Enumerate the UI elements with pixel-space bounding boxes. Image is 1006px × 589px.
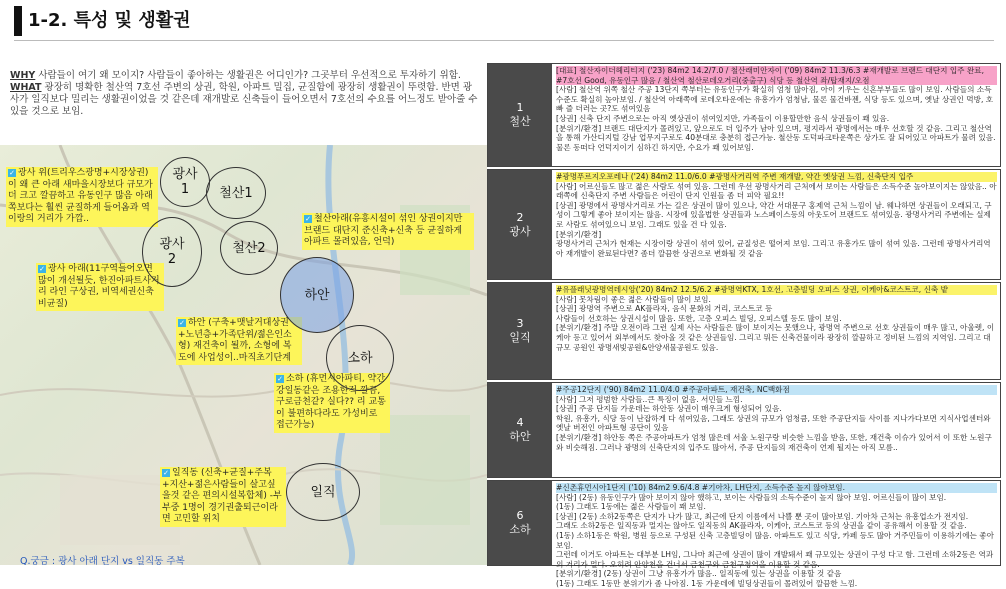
row-content: [대표] 철산자이더헤리티지 ('23) 84m2 14.2/7.0 / 철산래미안자이 ('09) 84m2 11.3/6.3 #재개발로 브랜드 대단지 입주 완료, #7호선 Good, 유동인구 많음 / 철산역 철산로데오거리(중출구) 식당 등 철산역 좌/탑재지/오점 [사람] 철산역 위쪽 철산 주공 13단지 쪽부터는 유동인구가 확실히 엄청 많아짐, 아이 키우는 신혼부부들도 많이 보임. 사람들의 소득수준도 확실히 높아보임. / 철산역 아래쪽에 로데오타운에는 유흥가가 엄청남, 물론 물건바젠, 식당 등도 있으며, 옛날 상권인 먹방, 호빠 즐 더러는 곳?도 섞여있음 [상권] 신축 단지 주변으로는 아직 옛상권이 섞여있지만, 가족들이 이용할만한 음식 상권들이 꽤 있음. [분위기/환경] 브랜드 대단지가 몰려있고, 앞으로도 더 입주가 남아 있으며, 평지라서 광명에서는 매우 선호할 것 같음. 그리고 철산역을 통해 가산디지털 강남 업무지구로도 40분대로 충분히 접근가능. 철산동 도덕파크타운쪽은 상가도 잘 되어있고 아파트가 물려 있음. 물론 동떠다 언덕지이기 심하긴 하지만, 수요가 꽤 있어보임. bbox=[556, 66, 996, 152]
intro-text bbox=[10, 70, 480, 118]
why-text: 사람들이 여기 왜 모이지? 사람들이 좋아하는 생활권은 어디인가? 그곳부터 우선적으로 투자하기 위함. bbox=[35, 70, 461, 81]
check-icon: ✓ bbox=[163, 468, 169, 477]
why-line bbox=[10, 70, 480, 82]
note-iljik: ✓ 일직동 (신축+균질+주복+지산+젊은사람들이 살고싶을것 같은 편의시설복합체) -부부중 1명이 경기권출퇴근이라면 고민할 위치 bbox=[160, 467, 286, 527]
title-marker bbox=[14, 6, 22, 36]
circle-soha: 소하 bbox=[326, 325, 394, 391]
row-header: [대표] 철산자이더헤리티지 ('23) 84m2 14.2/7.0 / 철산래미안자이 ('09) 84m2 11.3/6.3 #재개발로 브랜드 대단지 입주 완료, #7호선 Good, 유동인구 많음 / 철산역 철산로데오거리(중출구) 식당 등 철산역 좌/탑재지/오점 bbox=[556, 66, 997, 85]
table-row bbox=[487, 63, 1001, 167]
row-content: #유플래닛광명역데시앙('20) 84m2 12.5/6.2 #광명역KTX, 1호선, 고층빌딩 오피스 상권, 이케아&코스트코, 신축 밭 [사람] 못차림이 좋은 젊은 사람들이 많이 보임. [상권] 광명역 주변으로 AK플라자, 음식 문화의 거리, 코스트코 등 사람들이 선호하는 상권시설이 많음. 또한, 고층 오피스 빌딩, 오피스텔 등도 많이 보임. [분위기/환경] 주말 오전이라 그런 실제 사는 사람들은 많이 보이지는 못했으나, 광명역 주변으로 선호 상권들이 매우 많고, 아울렛, 이케아 등고 있어서 외부에서도 찾아올 것 같은 상권들임. 그리고 뭐든 신축건물이라 광장히 깔끔하고 정비된 느낌의 지역임. 그리고 대규모 공원인 광명새빛공원&안양새물공원도 있음. bbox=[556, 285, 997, 352]
row-label: 1 철산 bbox=[488, 64, 552, 166]
circle-iljik: 일직 bbox=[286, 463, 360, 521]
row-header: #유플래닛광명역데시앙('20) 84m2 12.5/6.2 #광명역KTX, 1호선, 고층빌딩 오피스 상권, 이케아&코스트코, 신축 밭 bbox=[556, 285, 997, 295]
check-icon: ✓ bbox=[305, 214, 311, 223]
circle-gwangsa1: 광사 1 bbox=[160, 157, 210, 207]
row-header: #주공12단지 ('90) 84m2 11.0/4.0 #주공아파트, 재건축, NC백화점 bbox=[556, 385, 997, 395]
row-label: 3 일직 bbox=[488, 283, 552, 379]
area-map bbox=[0, 145, 487, 565]
check-icon: ✓ bbox=[39, 264, 45, 273]
circle-cheolsan1: 철산1 bbox=[206, 167, 266, 219]
table-row bbox=[487, 382, 1001, 478]
row-header: #광명푸르지오포레나 ('24) 84m2 11.0/6.0 #광명사거리역 주변 재개발, 약간 옛상권 느낌, 신축단지 입주 bbox=[556, 172, 997, 182]
row-label: 2 광사 bbox=[488, 170, 552, 279]
row-content: #광명푸르지오포레나 ('24) 84m2 11.0/6.0 #광명사거리역 주변 재개발, 약간 옛상권 느낌, 신축단지 입주 [사람] 어르신들도 많고 젊은 사람도 섞여 있음. 그런데 우선 광명사거리 근처에서 보이는 사람들은 소득수준 높아보이지는 않았음.. 아래쪽에 신축단지 주변 사람들은 어린이 단지 인원들 좀 더 피악 필요!! [상권] 광명에서 광명사거리로 가는 길은 상권이 많이 있으나, 약간 서대문구 홍제역 근처 느낌이 남. 웨나하면 상권들이 오래되고, 구성이 그렇게 좋아 보이지는 않음. 시장에 있을법한 상권들과 노스페이스등의 아웃도어 브랜드도 섞여있음. 광명사거리 주변에는 실제로 사람도 섞여있으니 보임. 그래도 있을 건 다 있음. [분위기/환경] 광명사거리 근처가 현재는 시장이랑 상권이 섞여 있어, 균질성은 떨어져 보임. 그리고 유흥가도 많이 섞여 있음. 그런데 광명사거리역 아 재개발이 완료된다면? 좀더 깔끔한 상권으로 변화될 것 같음 bbox=[556, 172, 997, 258]
note-gwangsa-upper: ✓ 광사 위(트리우스광명+시장상권)이 왜 큰 아래 새마을시장보다 규모가 더 크고 깔끔하고 유동인구 많음 아래쪽보다는 훨씬 균질하게 들어옴과 역이랑의 거리가 가깝.. bbox=[6, 167, 158, 227]
row-label: 6 소하 bbox=[488, 481, 552, 565]
what-text: 광장히 명확한 철산역 7호선 주변의 상권, 학원, 아파트 밀집, 균질함에 광장히 생활권이 뚜렷함. 반면 광사가 일직보다 밀리는 생활권이었을 것 같은데 재개발로 신축들이 들어오면서 7호선의 수요를 어느정도 받아줄 수 있을 것으로 보임. bbox=[10, 82, 478, 117]
circle-cheolsan2: 철산2 bbox=[220, 221, 278, 275]
note-soha: ✓ 소하 (휴먼시아파티, 약간 강일동같은 조용한적 깔끔, 구로금천같? 실다?? 리 교통이 불편하다라도 가성비로 접근가능) bbox=[274, 373, 390, 433]
page-title: 1-2. 특성 및 생활권 bbox=[28, 10, 191, 31]
what-line bbox=[10, 82, 480, 118]
row-content: #신촌휴먼시아1단지 ('10) 84m2 9.6/4.8 #기아차, LH단지, 소득수준 높지 않아보임. [사람] (2동) 유동인구가 많아 보이지 않아 했하고, 보이는 사람들의 소득수준이 높지 않아 보임. 어르신들이 많이 보임. (1동) 그래도 1동에는 젊은 사람들이 꽤 보임. [상권] (2동) 소하2동쪽은 단지가 나가 많고, 최근에 단지 이름에서 나쁠 뿐 곳이 많아보임. 기아차 근처는 유흥업소가 전지임. 그래도 소하2동은 일직동과 멀지는 않아도 일직동의 AK플라자, 이케아, 코스트코 등의 상권을 같이 공유해서 이용할 것 같음. (1동) 소하1동은 학원, 병원 등으로 구성된 신축 고층빌딩이 많음. 아파트도 있고 식당, 카페 등도 많아 거주민들이 이용하기에는 좋아보임. 그런데 이거도 아파트는 대부분 LH임, 그나마 최근에 상권이 많이 개발돼서 꽤 규모있는 상권이 구성 다고 함. 그런데 소하2동은 역과의 거리가 멀다. 오히려 안양천을 건너서 금천구와 금천구청역을 이용할 것 같음. [분위기/환경] (2동) 상권이 그냥 유흥가가 많음.. 일직동에 있는 상권을 이용할 것 같음 (1동) 그래도 1동만 분위기가 좀 나아짐. 1동 가운데에 빌딩상권들이 몰려있어 깔끔한 느낌. bbox=[556, 483, 997, 589]
title-divider bbox=[14, 40, 994, 41]
table-row bbox=[487, 282, 1001, 380]
check-icon: ✓ bbox=[277, 374, 283, 383]
why-keyword: WHY bbox=[10, 70, 36, 81]
row-content: #주공12단지 ('90) 84m2 11.0/4.0 #주공아파트, 재건축, NC백화점 [사람] 그저 평범한 사람들..큰 특징이 없음. 서민들 느낌. [상권] 주공 단지들 가운데는 하안동 상권이 매우크게 형성되어 있음. 학원, 유흥가, 식당 등이 난잡하게 다 섞여있음, 그래도 상권의 규모가 엄청큼, 또한 주공단지들 사이를 지나가다보면 지식사업센터와 옛날 버전인 아파트형 공단이 있음 [분위기/환경] 하안동 쪽은 주공아파트가 엄청 많은데 서울 노원구랑 비슷한 느낌을 받음, 또한, 재건축 이슈가 있어서 이 또한 노원구와 비슷해짐. 그러나 광명의 신축단지의 입주도 많아서, 주공 단지들의 재건축이 언제 될지는 아직 모름.. bbox=[556, 385, 997, 452]
table-row bbox=[487, 480, 1001, 588]
check-icon: ✓ bbox=[179, 318, 185, 327]
row-label: 4 하안 bbox=[488, 383, 552, 477]
circle-haan: 하안 bbox=[280, 257, 354, 333]
what-keyword: WHAT bbox=[10, 82, 42, 93]
question-text: Q.궁금 : 광사 아래 단지 vs 일직동 주복 bbox=[20, 556, 185, 565]
note-cheolsan-lower: ✓ 철산아래(유흥시설이 섞인 상권이지만 브랜드 대단지 준신축+신축 등 균질하게 아파트 몰려있음, 언덕) bbox=[302, 213, 474, 250]
table-row bbox=[487, 169, 1001, 280]
row-header: #신촌휴먼시아1단지 ('10) 84m2 9.6/4.8 #기아차, LH단지, 소득수준 높지 않아보임. bbox=[556, 483, 997, 493]
check-icon: ✓ bbox=[9, 168, 15, 177]
circle-gwangsa2: 광사 2 bbox=[142, 217, 202, 287]
note-haan: ✓ 하안 (구축+맷날거대상권+노년층+가족단위/젊은인소형) 재건축이 될까, 소형에 복도에 사업성이..마직초기단계 bbox=[176, 317, 302, 365]
note-gwangsa-lower: ✓ 광사 아래(11구역들어오면 많이 개선될듯, 한진아파트사거리 라인 구상권, 비역세권신축 비균질) bbox=[36, 263, 164, 311]
